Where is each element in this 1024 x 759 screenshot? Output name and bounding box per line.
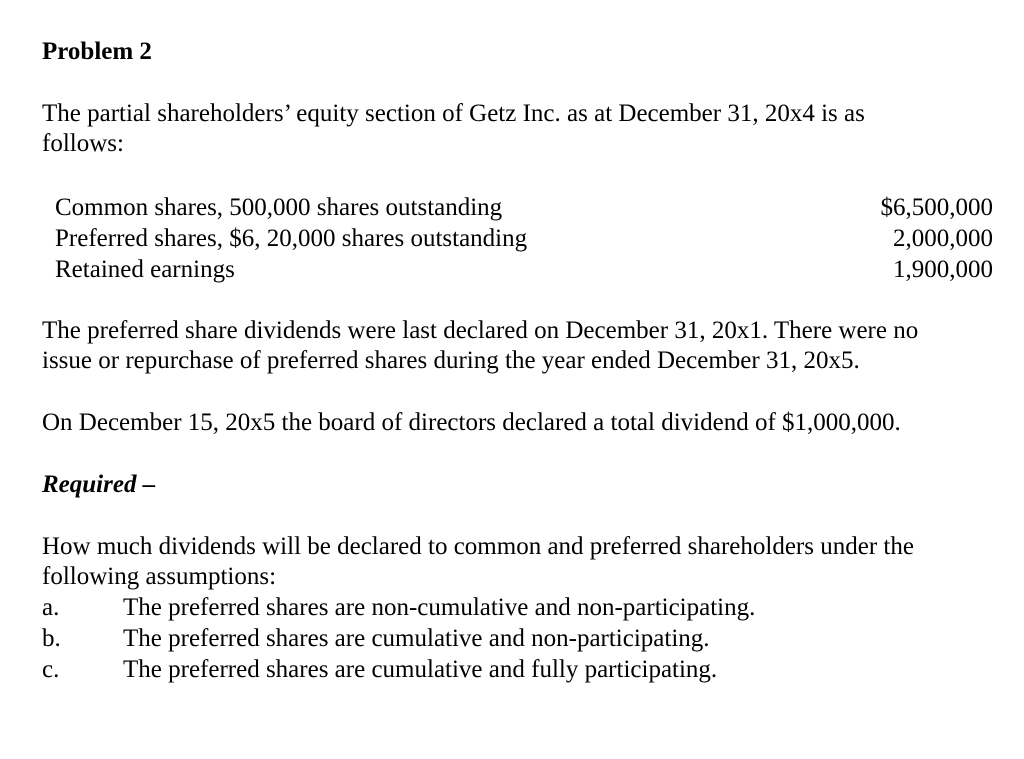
question-line: How much dividends will be declared to common and preferred shareholders under the [42, 533, 914, 560]
equity-label: Retained earnings [55, 256, 235, 283]
question-paragraph [42, 532, 1002, 592]
dividend-history-line: issue or repurchase of preferred shares during the year ended December 31, 20x5. [42, 347, 860, 374]
problem-title: Problem 2 [42, 38, 152, 65]
assumption-letter: a. [42, 594, 60, 621]
list-item [42, 654, 755, 685]
list-item [42, 592, 755, 623]
intro-line: follows: [42, 130, 124, 157]
equity-label: Common shares, 500,000 shares outstanding [55, 194, 503, 221]
equity-row-retained-earnings [55, 254, 993, 285]
question-line: following assumptions: [42, 563, 277, 590]
required-heading: Required – [42, 471, 156, 498]
declaration-line: On December 15, 20x5 the board of directors declared a total dividend of $1,000,000. [42, 409, 901, 436]
assumption-text: The preferred shares are non-cumulative and non-participating. [123, 594, 756, 621]
equity-row-common-shares [55, 192, 993, 223]
assumption-letter: b. [42, 625, 61, 652]
equity-amount: 2,000,000 [893, 225, 993, 252]
dividend-history-line: The preferred share dividends were last declared on December 31, 20x1. There were no [42, 317, 919, 344]
assumption-text: The preferred shares are cumulative and non-participating. [123, 625, 710, 652]
equity-row-preferred-shares [55, 223, 993, 254]
intro-line: The partial shareholders’ equity section of Getz Inc. as at December 31, 20x4 is as [42, 100, 865, 127]
dividend-history-paragraph [42, 316, 1002, 376]
equity-amount: $6,500,000 [880, 194, 993, 221]
assumptions-list [42, 592, 755, 685]
declaration-paragraph [42, 408, 1002, 438]
list-item [42, 623, 755, 654]
equity-label: Preferred shares, $6, 20,000 shares outstanding [55, 225, 528, 252]
assumption-text: The preferred shares are cumulative and fully participating. [123, 656, 718, 683]
assumption-letter: c. [42, 656, 60, 683]
equity-section-table [55, 192, 993, 285]
intro-paragraph [42, 99, 1002, 159]
equity-amount: 1,900,000 [893, 256, 993, 283]
